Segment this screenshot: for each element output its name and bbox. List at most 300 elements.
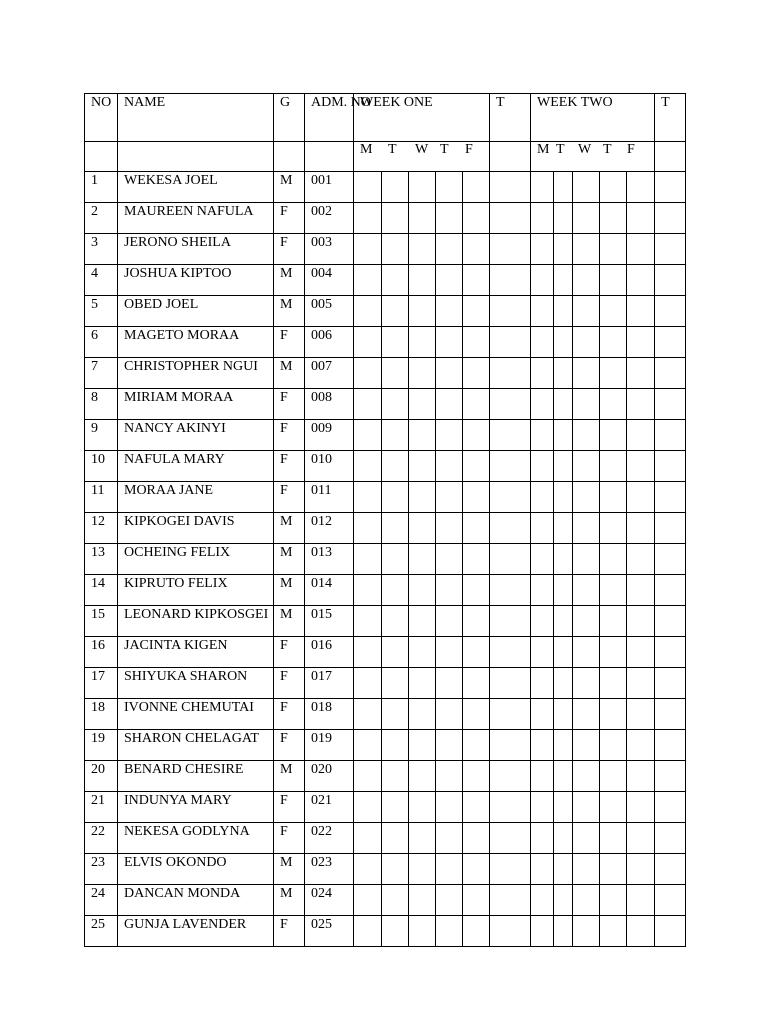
attendance-cell [531, 203, 554, 234]
attendance-cell [531, 823, 554, 854]
attendance-cell [490, 451, 531, 482]
attendance-cell [490, 668, 531, 699]
student-name: SHARON CHELAGAT [118, 730, 274, 761]
attendance-cell [627, 482, 655, 513]
attendance-cell [490, 358, 531, 389]
attendance-cell [382, 792, 409, 823]
attendance-cell [354, 203, 382, 234]
attendance-cell [382, 854, 409, 885]
attendance-cell [463, 513, 490, 544]
attendance-cell [463, 606, 490, 637]
attendance-cell [463, 730, 490, 761]
student-no: 22 [85, 823, 118, 854]
attendance-cell [409, 172, 436, 203]
student-row [85, 265, 686, 296]
student-gender: F [274, 823, 305, 854]
attendance-cell [573, 358, 600, 389]
attendance-cell [409, 296, 436, 327]
attendance-cell [354, 234, 382, 265]
attendance-cell [490, 389, 531, 420]
student-row [85, 761, 686, 792]
attendance-cell [600, 854, 627, 885]
attendance-cell [354, 451, 382, 482]
attendance-cell [409, 544, 436, 575]
student-name: MIRIAM MORAA [118, 389, 274, 420]
attendance-cell [573, 234, 600, 265]
attendance-cell [409, 265, 436, 296]
attendance-cell [490, 327, 531, 358]
student-adm-no: 016 [305, 637, 354, 668]
attendance-cell [600, 699, 627, 730]
attendance-cell [463, 699, 490, 730]
student-gender: M [274, 885, 305, 916]
attendance-cell [627, 854, 655, 885]
attendance-cell [554, 854, 573, 885]
attendance-cell [490, 296, 531, 327]
week-one-day-label: M [360, 142, 373, 157]
attendance-cell [554, 358, 573, 389]
student-row [85, 172, 686, 203]
attendance-cell [573, 203, 600, 234]
attendance-cell [409, 358, 436, 389]
attendance-cell [463, 451, 490, 482]
student-adm-no: 008 [305, 389, 354, 420]
attendance-cell [409, 730, 436, 761]
attendance-cell [554, 265, 573, 296]
attendance-cell [354, 668, 382, 699]
attendance-cell [655, 823, 686, 854]
student-adm-no: 003 [305, 234, 354, 265]
attendance-cell [354, 637, 382, 668]
student-no: 24 [85, 885, 118, 916]
student-adm-no: 004 [305, 265, 354, 296]
attendance-cell [531, 358, 554, 389]
attendance-cell [409, 575, 436, 606]
attendance-cell [655, 513, 686, 544]
week-two-day-label: M [537, 142, 550, 157]
attendance-cell [600, 451, 627, 482]
attendance-cell [463, 823, 490, 854]
attendance-cell [382, 606, 409, 637]
header-week-one: WEEK ONE [354, 94, 490, 142]
attendance-cell [490, 637, 531, 668]
attendance-cell [436, 699, 463, 730]
attendance-cell [554, 389, 573, 420]
attendance-cell [531, 885, 554, 916]
student-no: 20 [85, 761, 118, 792]
attendance-cell [600, 730, 627, 761]
student-no: 18 [85, 699, 118, 730]
attendance-cell [382, 699, 409, 730]
student-gender: F [274, 451, 305, 482]
attendance-cell [463, 885, 490, 916]
attendance-cell [655, 699, 686, 730]
student-adm-no: 007 [305, 358, 354, 389]
attendance-cell [354, 606, 382, 637]
attendance-cell [354, 699, 382, 730]
student-gender: M [274, 606, 305, 637]
attendance-cell [600, 792, 627, 823]
attendance-cell [531, 420, 554, 451]
student-name: NEKESA GODLYNA [118, 823, 274, 854]
attendance-cell [382, 730, 409, 761]
student-gender: M [274, 761, 305, 792]
attendance-cell [436, 606, 463, 637]
attendance-cell [531, 327, 554, 358]
attendance-cell [354, 172, 382, 203]
attendance-cell [554, 575, 573, 606]
attendance-cell [463, 265, 490, 296]
student-row [85, 327, 686, 358]
attendance-cell [490, 420, 531, 451]
attendance-cell [409, 482, 436, 513]
student-name: MORAA JANE [118, 482, 274, 513]
attendance-cell [554, 606, 573, 637]
attendance-cell [436, 172, 463, 203]
student-name: SHIYUKA SHARON [118, 668, 274, 699]
attendance-cell [382, 234, 409, 265]
attendance-cell [655, 730, 686, 761]
days-row-blank-cell [490, 142, 531, 172]
attendance-cell [554, 823, 573, 854]
attendance-cell [490, 885, 531, 916]
attendance-cell [382, 668, 409, 699]
student-gender: M [274, 544, 305, 575]
student-row [85, 668, 686, 699]
attendance-cell [436, 575, 463, 606]
header-gender: G [274, 94, 305, 142]
attendance-cell [554, 482, 573, 513]
attendance-cell [627, 575, 655, 606]
student-no: 25 [85, 916, 118, 947]
attendance-cell [600, 358, 627, 389]
attendance-cell [382, 513, 409, 544]
attendance-cell [573, 451, 600, 482]
attendance-cell [531, 916, 554, 947]
attendance-cell [554, 916, 573, 947]
attendance-cell [490, 513, 531, 544]
attendance-cell [409, 792, 436, 823]
attendance-cell [490, 730, 531, 761]
attendance-cell [554, 699, 573, 730]
attendance-cell [655, 637, 686, 668]
attendance-cell [490, 265, 531, 296]
attendance-cell [600, 172, 627, 203]
attendance-cell [463, 203, 490, 234]
attendance-cell [627, 358, 655, 389]
attendance-cell [354, 358, 382, 389]
attendance-cell [531, 606, 554, 637]
student-gender: M [274, 854, 305, 885]
attendance-cell [600, 513, 627, 544]
attendance-cell [531, 234, 554, 265]
attendance-cell [573, 792, 600, 823]
attendance-cell [436, 451, 463, 482]
student-row [85, 296, 686, 327]
attendance-cell [531, 854, 554, 885]
attendance-cell [382, 327, 409, 358]
student-adm-no: 012 [305, 513, 354, 544]
attendance-cell [627, 451, 655, 482]
attendance-cell [436, 327, 463, 358]
attendance-cell [627, 792, 655, 823]
attendance-cell [354, 513, 382, 544]
attendance-cell [436, 420, 463, 451]
student-row [85, 420, 686, 451]
attendance-cell [409, 327, 436, 358]
attendance-cell [436, 296, 463, 327]
attendance-cell [531, 389, 554, 420]
student-name: NAFULA MARY [118, 451, 274, 482]
attendance-cell [655, 389, 686, 420]
student-gender: F [274, 327, 305, 358]
attendance-cell [573, 482, 600, 513]
attendance-cell [436, 637, 463, 668]
student-row [85, 575, 686, 606]
student-row [85, 916, 686, 947]
attendance-cell [573, 513, 600, 544]
attendance-cell [436, 792, 463, 823]
student-adm-no: 022 [305, 823, 354, 854]
student-no: 14 [85, 575, 118, 606]
student-adm-no: 010 [305, 451, 354, 482]
attendance-cell [354, 296, 382, 327]
student-no: 13 [85, 544, 118, 575]
attendance-cell [655, 916, 686, 947]
student-gender: F [274, 234, 305, 265]
attendance-cell [436, 513, 463, 544]
student-no: 7 [85, 358, 118, 389]
attendance-cell [354, 420, 382, 451]
attendance-cell [409, 451, 436, 482]
week-one-day-label: T [388, 142, 397, 157]
student-name: OCHEING FELIX [118, 544, 274, 575]
attendance-cell [354, 885, 382, 916]
student-row [85, 358, 686, 389]
student-gender: M [274, 513, 305, 544]
attendance-cell [436, 234, 463, 265]
attendance-cell [436, 730, 463, 761]
attendance-cell [554, 420, 573, 451]
attendance-cell [409, 885, 436, 916]
student-no: 4 [85, 265, 118, 296]
attendance-cell [655, 296, 686, 327]
student-no: 6 [85, 327, 118, 358]
student-no: 23 [85, 854, 118, 885]
attendance-cell [573, 172, 600, 203]
student-gender: F [274, 668, 305, 699]
attendance-cell [436, 854, 463, 885]
student-no: 11 [85, 482, 118, 513]
attendance-cell [627, 513, 655, 544]
attendance-cell [354, 265, 382, 296]
attendance-cell [436, 482, 463, 513]
attendance-cell [463, 792, 490, 823]
attendance-cell [463, 668, 490, 699]
days-row-blank-cell [118, 142, 274, 172]
attendance-cell [627, 730, 655, 761]
student-gender: F [274, 916, 305, 947]
student-name: LEONARD KIPKOSGEI [118, 606, 274, 637]
attendance-cell [655, 761, 686, 792]
attendance-cell [573, 265, 600, 296]
attendance-cell [600, 544, 627, 575]
attendance-cell [600, 916, 627, 947]
student-row [85, 823, 686, 854]
attendance-cell [354, 482, 382, 513]
attendance-cell [436, 761, 463, 792]
attendance-cell [655, 327, 686, 358]
attendance-cell [354, 823, 382, 854]
attendance-cell [573, 544, 600, 575]
header-total-two: T [655, 94, 686, 142]
student-no: 19 [85, 730, 118, 761]
attendance-cell [655, 575, 686, 606]
attendance-cell [463, 544, 490, 575]
attendance-cell [627, 637, 655, 668]
attendance-cell [627, 885, 655, 916]
student-no: 1 [85, 172, 118, 203]
student-row [85, 482, 686, 513]
student-row [85, 389, 686, 420]
attendance-cell [573, 575, 600, 606]
student-name: CHRISTOPHER NGUI [118, 358, 274, 389]
attendance-cell [554, 296, 573, 327]
student-name: JOSHUA KIPTOO [118, 265, 274, 296]
student-name: JACINTA KIGEN [118, 637, 274, 668]
attendance-cell [463, 420, 490, 451]
attendance-cell [573, 389, 600, 420]
attendance-cell [531, 792, 554, 823]
attendance-cell [655, 265, 686, 296]
student-row [85, 203, 686, 234]
attendance-cell [600, 637, 627, 668]
attendance-cell [531, 668, 554, 699]
student-gender: F [274, 792, 305, 823]
student-gender: M [274, 575, 305, 606]
attendance-cell [409, 389, 436, 420]
attendance-cell [531, 265, 554, 296]
attendance-cell [600, 482, 627, 513]
attendance-cell [436, 203, 463, 234]
attendance-cell [600, 420, 627, 451]
student-gender: F [274, 203, 305, 234]
attendance-cell [573, 885, 600, 916]
attendance-cell [627, 265, 655, 296]
attendance-cell [554, 544, 573, 575]
attendance-cell [436, 916, 463, 947]
student-no: 15 [85, 606, 118, 637]
student-gender: M [274, 358, 305, 389]
attendance-cell [436, 358, 463, 389]
attendance-cell [600, 885, 627, 916]
student-name: DANCAN MONDA [118, 885, 274, 916]
student-adm-no: 006 [305, 327, 354, 358]
student-adm-no: 013 [305, 544, 354, 575]
attendance-cell [436, 544, 463, 575]
attendance-cell [490, 544, 531, 575]
student-row [85, 854, 686, 885]
student-row [85, 792, 686, 823]
attendance-cell [554, 327, 573, 358]
attendance-cell [463, 916, 490, 947]
week-one-days [354, 142, 490, 172]
attendance-cell [627, 668, 655, 699]
attendance-cell [531, 513, 554, 544]
student-gender: M [274, 296, 305, 327]
attendance-cell [655, 606, 686, 637]
attendance-cell [627, 823, 655, 854]
attendance-cell [627, 420, 655, 451]
attendance-cell [409, 668, 436, 699]
attendance-cell [463, 575, 490, 606]
header-no: NO [85, 94, 118, 142]
attendance-cell [655, 885, 686, 916]
attendance-cell [354, 854, 382, 885]
attendance-cell [655, 203, 686, 234]
attendance-cell [573, 420, 600, 451]
attendance-cell [573, 637, 600, 668]
attendance-cell [490, 699, 531, 730]
attendance-cell [409, 606, 436, 637]
attendance-cell [490, 606, 531, 637]
attendance-cell [382, 420, 409, 451]
student-adm-no: 015 [305, 606, 354, 637]
attendance-cell [554, 172, 573, 203]
attendance-cell [627, 203, 655, 234]
attendance-cell [463, 327, 490, 358]
student-gender: M [274, 265, 305, 296]
attendance-cell [436, 885, 463, 916]
attendance-cell [627, 606, 655, 637]
attendance-cell [490, 575, 531, 606]
attendance-cell [354, 761, 382, 792]
attendance-cell [573, 327, 600, 358]
attendance-cell [573, 699, 600, 730]
student-adm-no: 011 [305, 482, 354, 513]
attendance-cell [382, 761, 409, 792]
attendance-cell [354, 792, 382, 823]
attendance-cell [490, 916, 531, 947]
days-row-blank-cell [655, 142, 686, 172]
student-adm-no: 023 [305, 854, 354, 885]
student-name: IVONNE CHEMUTAI [118, 699, 274, 730]
attendance-cell [382, 389, 409, 420]
student-row [85, 885, 686, 916]
student-adm-no: 009 [305, 420, 354, 451]
attendance-cell [627, 544, 655, 575]
attendance-cell [354, 575, 382, 606]
attendance-cell [382, 482, 409, 513]
student-gender: F [274, 637, 305, 668]
attendance-cell [409, 637, 436, 668]
attendance-cell [600, 296, 627, 327]
student-adm-no: 014 [305, 575, 354, 606]
attendance-cell [627, 234, 655, 265]
attendance-cell [490, 482, 531, 513]
attendance-cell [463, 854, 490, 885]
student-no: 17 [85, 668, 118, 699]
student-adm-no: 019 [305, 730, 354, 761]
student-adm-no: 018 [305, 699, 354, 730]
attendance-cell [531, 296, 554, 327]
student-no: 9 [85, 420, 118, 451]
attendance-cell [573, 668, 600, 699]
attendance-cell [531, 637, 554, 668]
attendance-cell [554, 668, 573, 699]
attendance-cell [531, 544, 554, 575]
attendance-cell [463, 358, 490, 389]
